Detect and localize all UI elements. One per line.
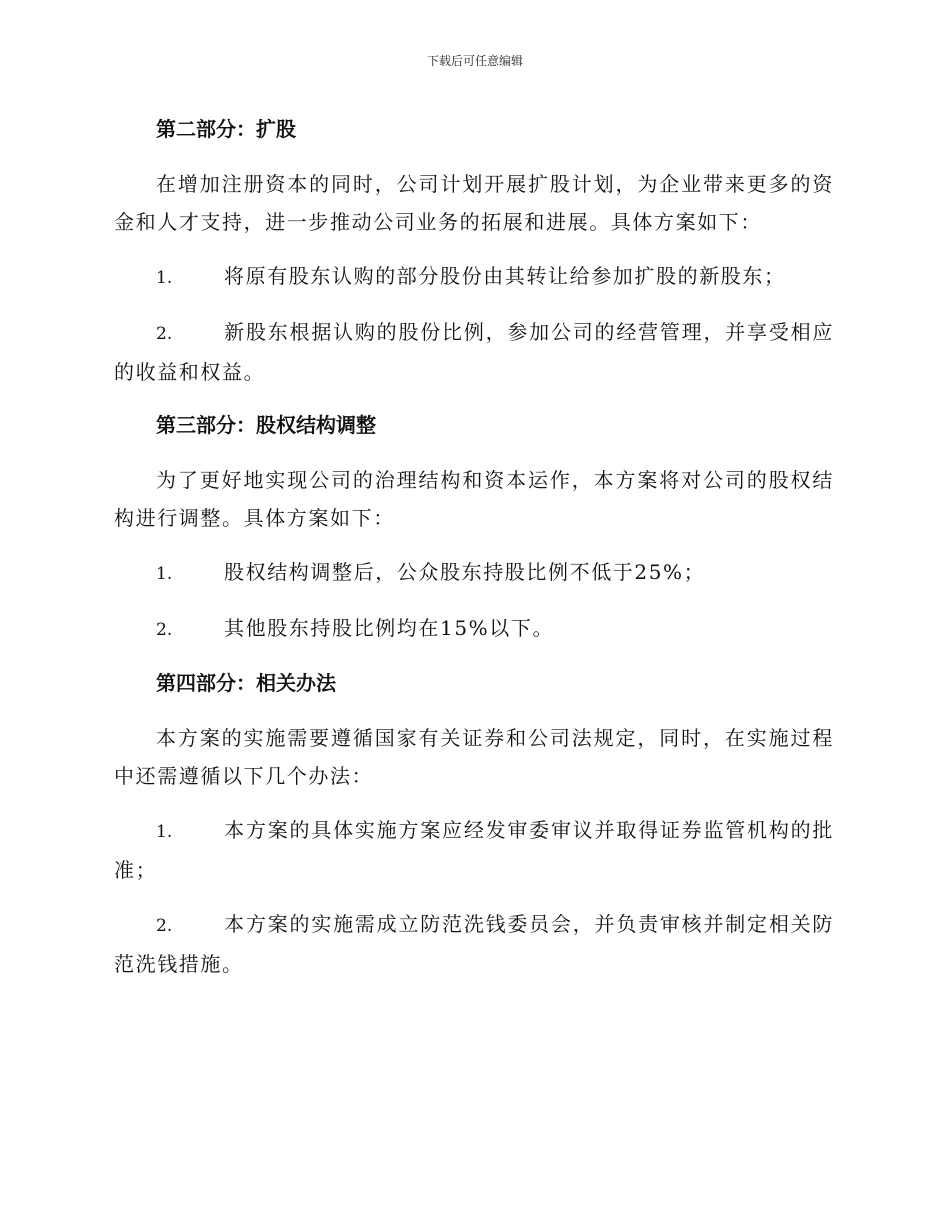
section-intro: 本方案的实施需要遵循国家有关证券和公司法规定，同时，在实施过程中还需遵循以下几个办法： [114, 726, 834, 788]
list-item [114, 905, 834, 983]
section-intro: 为了更好地实现公司的治理结构和资本运作，本方案将对公司的股权结构进行调整。具体方案如下： [114, 468, 834, 530]
list-item-number: 2. [156, 916, 173, 936]
section-related-measures [114, 665, 834, 983]
page-header: 下载后可任意编辑 [426, 54, 523, 68]
list-item-text: 其他股东持股比例均在15%以下。 [224, 616, 555, 640]
list-item-text: 本方案的具体实施方案应经发审委审议并取得证券监管机构的批准； [114, 818, 834, 882]
document-body [114, 111, 834, 999]
section-equity-structure [114, 407, 834, 649]
section-heading: 第二部分：扩股 [156, 117, 296, 141]
list-item [114, 553, 834, 593]
list-item [114, 257, 834, 297]
section-intro: 在增加注册资本的同时，公司计划开展扩股计划，为企业带来更多的资金和人才支持，进一步推动公司业务的拓展和进展。具体方案如下： [114, 172, 834, 234]
list-item-number: 1. [156, 822, 173, 842]
section-expansion [114, 111, 834, 391]
list-item-number: 1. [156, 564, 173, 584]
list-item [114, 313, 834, 391]
section-heading: 第三部分：股权结构调整 [156, 413, 376, 437]
list-item [114, 609, 834, 649]
list-item-number: 2. [156, 324, 173, 344]
list-item [114, 811, 834, 889]
list-item-text: 新股东根据认购的股份比例，参加公司的经营管理，并享受相应的收益和权益。 [114, 320, 834, 384]
list-item-text: 股权结构调整后，公众股东持股比例不低于25%； [224, 560, 706, 584]
list-item-number: 1. [156, 268, 173, 288]
section-heading: 第四部分：相关办法 [156, 671, 336, 695]
list-item-number: 2. [156, 620, 173, 640]
list-item-text: 将原有股东认购的部分股份由其转让给参加扩股的新股东； [224, 264, 786, 288]
list-item-text: 本方案的实施需成立防范洗钱委员会，并负责审核并制定相关防范洗钱措施。 [114, 912, 834, 976]
